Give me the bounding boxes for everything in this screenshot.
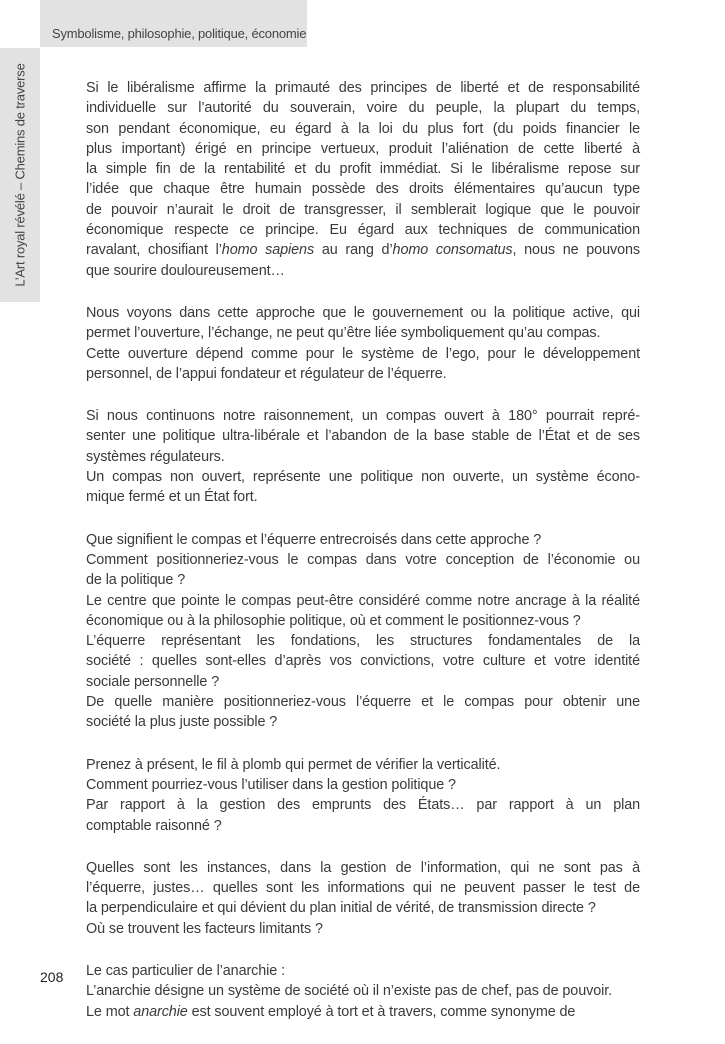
text-line: l’équerre, justes… quelles sont les informations qui ne peuvent passer le test de bbox=[86, 880, 640, 897]
paragraph bbox=[86, 961, 640, 1022]
text-line: L’anarchie désigne un système de société où il n’existe pas de chef, pas de pouvoir. bbox=[86, 983, 612, 1000]
text-line: permet l’ouverture, l’échange, ne peut qu’être liée symboliquement qu’au compas. bbox=[86, 325, 601, 342]
text-line: économique respecte ce principe. Eu égard aux techniques de communication bbox=[86, 222, 640, 239]
body-text bbox=[86, 78, 640, 1044]
text-line: senter une politique ultra-libérale et l’abandon de la base stable de l’État et de ses bbox=[86, 428, 640, 445]
text-line: de pouvoir n’aurait le droit de transgresser, il semblerait logique que le pouvoir bbox=[86, 201, 640, 218]
text-line: Un compas non ouvert, représente une politique non ouverte, un système écono- bbox=[86, 469, 640, 486]
text-line: Si nous continuons notre raisonnement, un compas ouvert à 180° pourrait repré- bbox=[86, 408, 640, 425]
text-line: Comment positionneriez-vous le compas dans votre conception de l’économie ou bbox=[86, 551, 640, 568]
text-line: comptable raisonné ? bbox=[86, 817, 222, 834]
paragraph bbox=[86, 755, 640, 836]
text-line: son pendant économique, eu égard à la loi du plus fort (du poids financier le bbox=[86, 120, 640, 137]
text-line: mique fermé et un État fort. bbox=[86, 489, 258, 506]
chapter-title: Symbolisme, philosophie, politique, économie bbox=[52, 26, 307, 41]
text-line: la simple fin de la rentabilité et du profit immédiat. Si le libéralisme repose sur bbox=[86, 161, 640, 178]
text-line: de la politique ? bbox=[86, 572, 186, 589]
text-line: Prenez à présent, le fil à plomb qui permet de vérifier la verticalité. bbox=[86, 756, 501, 773]
paragraph bbox=[86, 406, 640, 507]
text-line: individuelle sur l’autorité du souverain, voire du peuple, la plupart du temps, bbox=[86, 100, 640, 117]
text-line: sociale personnelle ? bbox=[86, 673, 220, 690]
text-line: Nous voyons dans cette approche que le gouvernement ou la politique active, qui bbox=[86, 304, 640, 321]
text-line: L’équerre représentant les fondations, les structures fondamentales de la bbox=[86, 633, 640, 650]
text-line: la perpendiculaire et qui dévient du plan initial de vérité, de transmission directe ? bbox=[86, 900, 596, 917]
paragraph bbox=[86, 303, 640, 384]
text-line: Cette ouverture dépend comme pour le système de l’ego, pour le développement bbox=[86, 345, 640, 362]
paragraph bbox=[86, 530, 640, 733]
text-line: Le centre que pointe le compas peut-être considéré comme notre ancrage à la réalité bbox=[86, 592, 640, 609]
text-line: société : quelles sont-elles d’après vos convictions, votre culture et votre identité bbox=[86, 653, 640, 670]
text-line: que sourire douloureusement… bbox=[86, 262, 285, 279]
running-title-tab bbox=[0, 48, 40, 302]
text-line: systèmes régulateurs. bbox=[86, 448, 225, 465]
text-line: Le mot anarchie est souvent employé à tort et à travers, comme synonyme de bbox=[86, 1003, 576, 1020]
text-line: l’idée que chaque être humain possède des droits élémentaires qu’aucun type bbox=[86, 181, 640, 198]
paragraph bbox=[86, 78, 640, 281]
text-line: Comment pourriez-vous l’utiliser dans la gestion politique ? bbox=[86, 776, 456, 793]
text-line: Si le libéralisme affirme la primauté des principes de liberté et de responsabilité bbox=[86, 80, 640, 96]
chapter-header-tab bbox=[40, 0, 307, 47]
text-line: Que signifient le compas et l’équerre entrecroisés dans cette approche ? bbox=[86, 531, 542, 548]
text-line: Par rapport à la gestion des emprunts des États… par rapport à un plan bbox=[86, 797, 640, 814]
paragraph bbox=[86, 858, 640, 939]
text-line: personnel, de l’appui fondateur et régulateur de l’équerre. bbox=[86, 365, 447, 382]
page-number: 208 bbox=[40, 969, 64, 985]
text-line: plus important) érigé en principe vertueux, produit l’aliénation de cette liberté à bbox=[86, 140, 640, 157]
running-title: L’Art royal révélé – Chemins de traverse bbox=[12, 63, 28, 287]
text-line: Le cas particulier de l’anarchie : bbox=[86, 962, 285, 979]
text-line: économique ou à la philosophie politique, où et comment le positionnez-vous ? bbox=[86, 612, 581, 629]
text-line: ravalant, chosifiant l’homo sapiens au rang d’homo consomatus, nous ne pouvons bbox=[86, 242, 640, 259]
text-line: De quelle manière positionneriez-vous l’équerre et le compas pour obtenir une bbox=[86, 694, 640, 711]
text-line: société la plus juste possible ? bbox=[86, 714, 278, 731]
text-line: Où se trouvent les facteurs limitants ? bbox=[86, 920, 323, 937]
text-line: Quelles sont les instances, dans la gestion de l’information, qui ne sont pas à bbox=[86, 859, 640, 876]
